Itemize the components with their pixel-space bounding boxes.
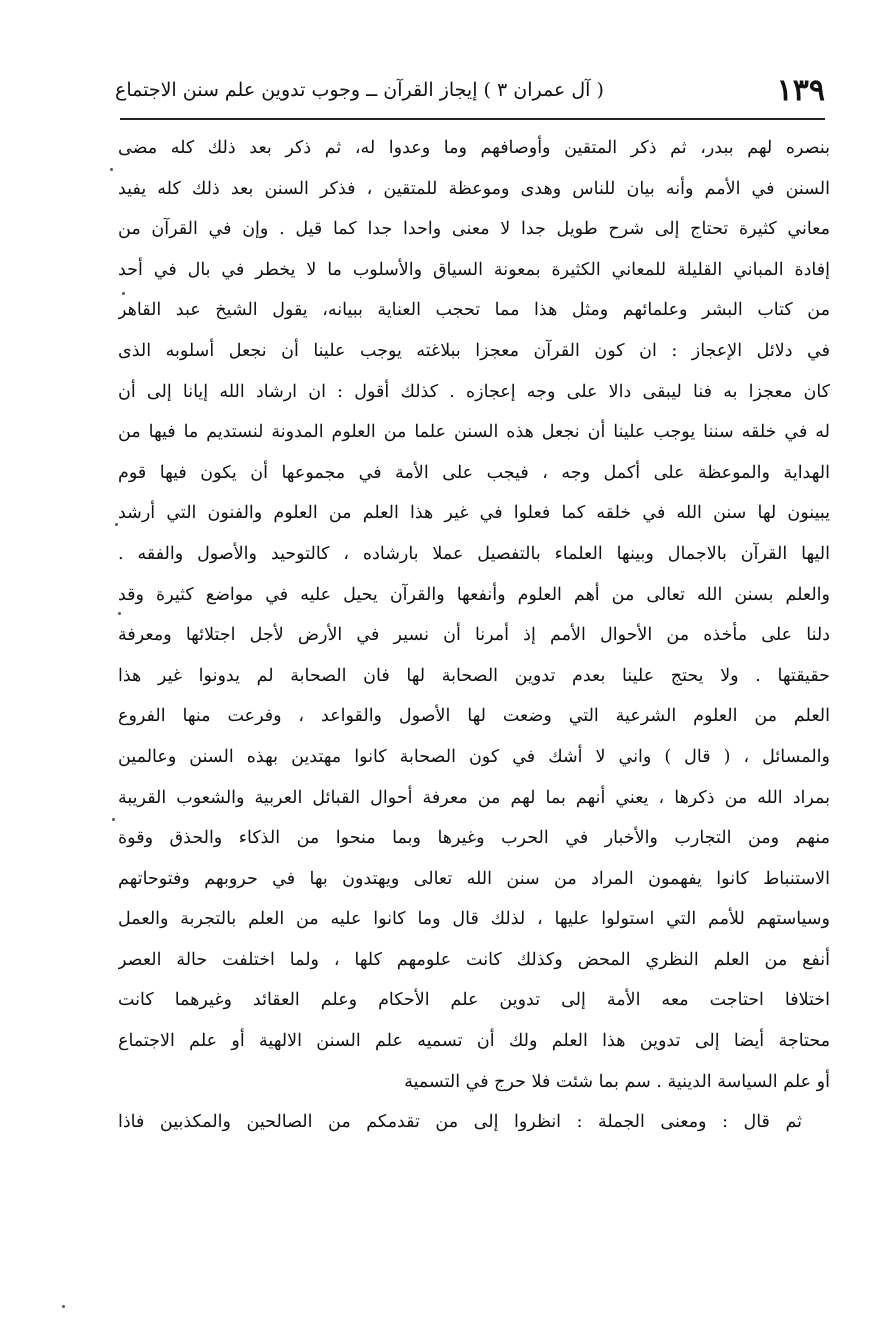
text-line: له في خلقه سننا يوجب علينا أن نجعل هذه السنن علما من العلوم المدونة لنستديم ما فيها من xyxy=(118,422,830,443)
text-line: بمراد الله من ذكرها ، يعني أنهم بما لهم من معرفة أحوال القبائل العربية والشعوب القريبة xyxy=(118,787,830,808)
text-line: بنصره لهم ببدر، ثم ذكر المتقين وأوصافهم وما وعدوا له، ثم ذكر بعد ذلك كله مضى xyxy=(118,138,830,158)
margin-speck xyxy=(112,818,115,821)
body-text xyxy=(118,128,830,1143)
margin-speck xyxy=(122,292,125,295)
text-line: اختلافا احتاجت معه الأمة إلى تدوين علم الأحكام وعلم العقائد وغيرهما كانت xyxy=(118,990,830,1011)
paragraph-end-line: أو علم السياسة الدينية . سم بما شئت فلا حرج في التسمية xyxy=(404,1071,830,1092)
text-line: أنفع من العلم النظري المحض وكذلك كانت علومهم كلها ، ولما اختلفت حالة العصر xyxy=(118,949,830,970)
page-number: ١٣٩ xyxy=(776,72,825,108)
text-line: دلنا على مأخذه من الأحوال الأمم إذ أمرنا أن نسير في الأرض لأجل اجتلائها ومعرفة xyxy=(118,625,830,646)
text-line: محتاجة أيضا إلى تدوين هذا العلم ولك أن تسميه علم السنن الالهية أو علم الاجتماع xyxy=(118,1031,830,1052)
text-line: من كتاب البشر وعلمائهم ومثل هذا مما تحجب العناية ببيانه، يقول الشيخ عبد القاهر xyxy=(118,300,830,321)
text-line: اليها القرآن بالاجمال وبينها العلماء بالتفصيل عملا بارشاده ، كالتوحيد والأصول والفقه . xyxy=(118,543,830,564)
text-line: منهم ومن التجارب والأخبار في الحرب وغيرها وبما منحوا من الذكاء والحذق وقوة xyxy=(118,828,830,849)
text-line: يبينون لها سنن الله في خلقه كما فعلوا في غير هذا العلم من العلوم والفنون التي أرشد xyxy=(118,503,830,524)
text-line: وسياستهم للأمم التي استولوا عليها ، لذلك قال وما كانوا عليه من العلم بالتجربة والعمل xyxy=(118,909,830,930)
text-line: الاستنباط كانوا يفهمون المراد من سنن الله تعالى ويهتدون بها في حروبهم وفتوحاتهم xyxy=(118,868,830,889)
text-line: في دلائل الإعجاز : ان كون القرآن معجزا ببلاغته يوجب علينا أن نجعل أسلوبه الذى xyxy=(118,340,830,361)
paragraph-start-line: ثم قال : ومعنى الجملة : انظروا إلى من تقدمكم من الصالحين والمكذبين فاذا xyxy=(118,1112,802,1133)
text-line: الهداية والموعظة على أكمل وجه ، فيجب على الأمة في مجموعها أن يكون فيها قوم xyxy=(118,462,830,483)
header-rule xyxy=(120,118,825,120)
margin-speck xyxy=(118,612,121,615)
text-line: السنن في الأمم وأنه بيان للناس وهدى وموعظة للمتقين ، فذكر السنن بعد ذلك كله يفيد xyxy=(118,178,830,199)
margin-speck xyxy=(115,523,118,526)
text-line: كان معجزا به فنا ليبقى دالا على وجه إعجازه . كذلك أقول : ان ارشاد الله إيانا إلى أن xyxy=(118,381,830,402)
text-line: والمسائل ، ( قال ) واني لا أشك في كون الصحابة كانوا مهتدين بهذه السنن وعالمين xyxy=(118,746,830,767)
margin-speck xyxy=(62,1305,65,1308)
text-line: إفادة المباني القليلة للمعاني الكثيرة بمعونة السياق والأسلوب ما لا يخطر في بال في أحد xyxy=(118,259,830,280)
text-line: والعلم بسنن الله تعالى من أهم العلوم وأنفعها والقرآن يحيل عليه في مواضع كثيرة وقد xyxy=(118,584,830,605)
margin-speck xyxy=(110,168,113,171)
running-title: ( آل عمران ٣ ) إيجاز القرآن ــ وجوب تدوين علم سنن الاجتماع xyxy=(115,79,604,101)
text-line: العلم من العلوم الشرعية التي وضعت لها الأصول والقواعد ، وفرعت منها الفروع xyxy=(118,706,830,727)
page-header xyxy=(115,68,825,112)
text-line: حقيقتها . ولا يحتج علينا بعدم تدوين الصحابة لها فان الصحابة لم يدونوا غير هذا xyxy=(118,665,830,686)
text-line: معاني كثيرة تحتاج إلى شرح طويل جدا لا معنى واحدا جدا كما قيل . وإن في القرآن من xyxy=(118,219,830,240)
